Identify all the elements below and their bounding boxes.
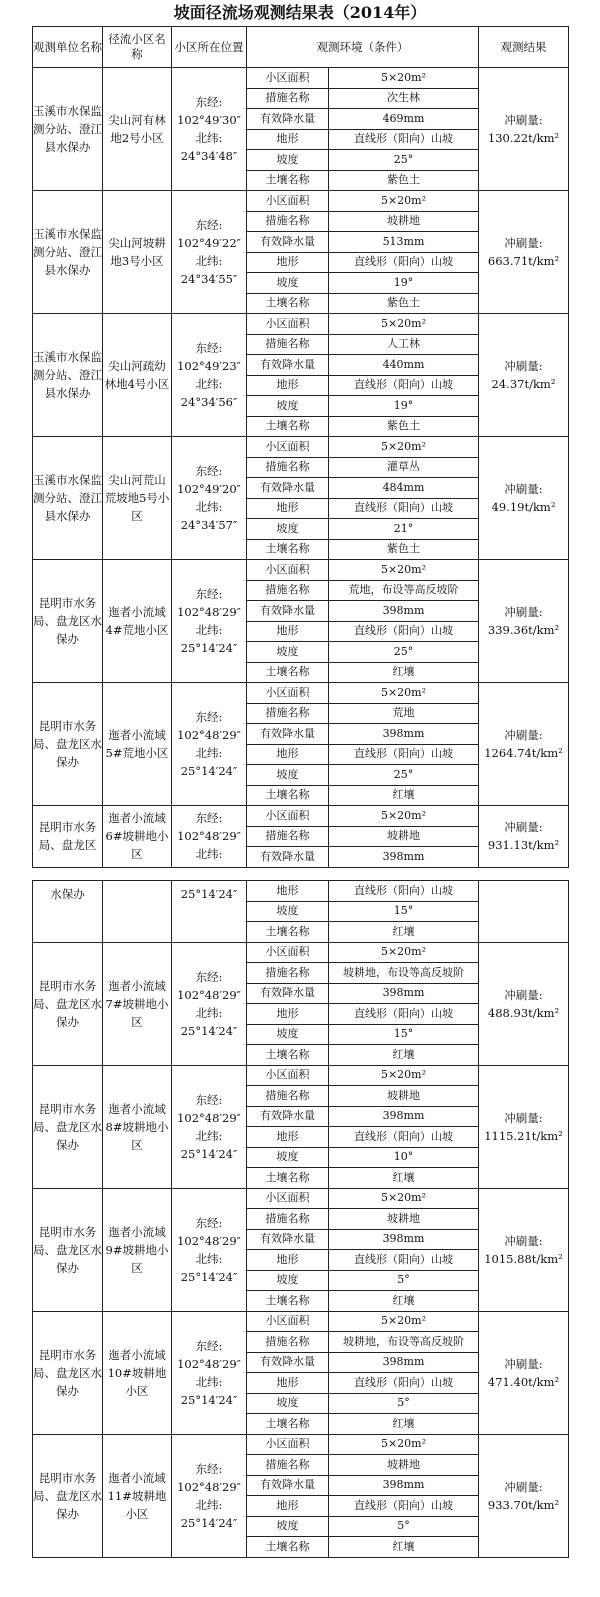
header-plot: 径流小区名称 bbox=[103, 27, 172, 68]
env-label-slope: 坡度 bbox=[247, 1393, 329, 1414]
env-value-slope: 19° bbox=[329, 396, 479, 417]
env-label-rain: 有效降水量 bbox=[247, 355, 329, 376]
env-label-area: 小区面积 bbox=[247, 1065, 329, 1086]
result-cell bbox=[479, 1188, 569, 1311]
env-label-measure: 措施名称 bbox=[247, 703, 329, 724]
table-row bbox=[33, 942, 569, 963]
env-value-measure: 次生林 bbox=[329, 88, 479, 109]
table-row bbox=[33, 1434, 569, 1455]
result-label: 冲刷量: bbox=[504, 820, 543, 835]
plot-location bbox=[172, 314, 247, 437]
env-value-measure: 荒地 bbox=[329, 703, 479, 724]
env-value-slope: 25° bbox=[329, 150, 479, 171]
env-value-slope: 15° bbox=[329, 901, 479, 922]
result-label: 冲刷量: bbox=[504, 1110, 543, 1125]
north-label: 北纬: bbox=[195, 1251, 223, 1266]
table-row bbox=[33, 437, 569, 458]
east-value: 102°48′29″ bbox=[177, 1233, 241, 1248]
env-label-measure: 措施名称 bbox=[247, 963, 329, 984]
unit-name: 昆明市水务局、盘龙区水保办 bbox=[33, 1065, 103, 1188]
table-row bbox=[33, 1311, 569, 1332]
east-label: 东经: bbox=[195, 1461, 223, 1476]
env-label-terrain: 地形 bbox=[247, 1250, 329, 1271]
env-value-terrain: 直线形（阳向）山坡 bbox=[329, 621, 479, 642]
env-value-slope: 21° bbox=[329, 519, 479, 540]
plot-location bbox=[172, 683, 247, 806]
env-value-measure: 荒地，布设等高反坡阶 bbox=[329, 580, 479, 601]
results-table-part1 bbox=[32, 26, 569, 868]
env-value-soil: 红壤 bbox=[329, 1537, 479, 1558]
env-value-rain: 440mm bbox=[329, 355, 479, 376]
result-cell bbox=[479, 1065, 569, 1188]
table-row bbox=[33, 560, 569, 581]
table-row bbox=[33, 1065, 569, 1086]
env-value-area: 5×20m² bbox=[329, 1311, 479, 1332]
north-label: 北纬: bbox=[195, 1128, 223, 1143]
header-unit: 观测单位名称 bbox=[33, 27, 103, 68]
result-cell bbox=[479, 1311, 569, 1434]
result-value: 339.36t/km² bbox=[487, 623, 560, 637]
north-value: 25°14′24″ bbox=[180, 764, 238, 778]
plot-location bbox=[172, 1065, 247, 1188]
env-label-area: 小区面积 bbox=[247, 1188, 329, 1209]
env-value-area: 5×20m² bbox=[329, 191, 479, 212]
north-value: 25°14′24″ bbox=[180, 1146, 238, 1161]
east-value: 102°49′23″ bbox=[177, 359, 241, 373]
east-label: 东经: bbox=[195, 587, 223, 601]
env-label-rain: 有效降水量 bbox=[247, 1352, 329, 1373]
result-value: 933.70t/km² bbox=[487, 1497, 560, 1512]
unit-name: 玉溪市水保监测分站、澄江县水保办 bbox=[33, 191, 103, 314]
env-label-slope: 坡度 bbox=[247, 1516, 329, 1537]
env-value-area: 5×20m² bbox=[329, 683, 479, 704]
env-value-terrain: 直线形（阳向）山坡 bbox=[329, 1127, 479, 1148]
env-label-soil: 土壤名称 bbox=[247, 1291, 329, 1312]
env-value-measure: 灌草丛 bbox=[329, 457, 479, 478]
env-label-rain: 有效降水量 bbox=[247, 1229, 329, 1250]
env-value-slope: 5° bbox=[329, 1516, 479, 1537]
result-label: 冲刷量: bbox=[504, 1233, 543, 1248]
east-value: 102°48′29″ bbox=[177, 987, 241, 1002]
env-value-slope: 25° bbox=[329, 765, 479, 786]
env-value-terrain: 直线形（阳向）山坡 bbox=[329, 375, 479, 396]
env-value-measure: 坡耕地，布设等高反坡阶 bbox=[329, 1332, 479, 1353]
result-value: 49.19t/km² bbox=[491, 500, 556, 514]
env-label-area: 小区面积 bbox=[247, 1311, 329, 1332]
env-value-terrain: 直线形（阳向）山坡 bbox=[329, 252, 479, 273]
env-value-area: 5×20m² bbox=[329, 1188, 479, 1209]
env-label-soil: 土壤名称 bbox=[247, 785, 329, 806]
plot-name: 迤者小流域11#坡耕地小区 bbox=[103, 1434, 172, 1557]
north-value: 25°14′24″ bbox=[180, 1269, 238, 1284]
unit-name: 玉溪市水保监测分站、澄江县水保办 bbox=[33, 437, 103, 560]
env-label-rain: 有效降水量 bbox=[247, 1475, 329, 1496]
table-row bbox=[33, 68, 569, 89]
env-label-slope: 坡度 bbox=[247, 1270, 329, 1291]
env-value-soil: 紫色土 bbox=[329, 416, 479, 437]
env-value-rain: 398mm bbox=[329, 847, 479, 868]
unit-name: 昆明市水务局、盘龙区水保办 bbox=[33, 1434, 103, 1557]
north-value: 25°14′24″ bbox=[180, 1023, 238, 1038]
env-value-area: 5×20m² bbox=[329, 437, 479, 458]
result-label: 冲刷量: bbox=[504, 1356, 543, 1371]
env-value-measure: 人工林 bbox=[329, 334, 479, 355]
north-value: 25°14′24″ bbox=[180, 641, 238, 655]
env-value-slope: 10° bbox=[329, 1147, 479, 1168]
env-label-soil: 土壤名称 bbox=[247, 662, 329, 683]
east-label: 东经: bbox=[195, 1215, 223, 1230]
env-value-terrain: 直线形（阳向）山坡 bbox=[329, 744, 479, 765]
env-value-slope: 5° bbox=[329, 1393, 479, 1414]
header-result: 观测结果 bbox=[479, 27, 569, 68]
plot-name: 迤者小流域8#坡耕地小区 bbox=[103, 1065, 172, 1188]
north-label: 北纬: bbox=[195, 623, 223, 637]
env-label-slope: 坡度 bbox=[247, 1147, 329, 1168]
env-label-slope: 坡度 bbox=[247, 642, 329, 663]
unit-name: 昆明市水务局、盘龙区水保办 bbox=[33, 1311, 103, 1434]
env-label-rain: 有效降水量 bbox=[247, 109, 329, 130]
result-cell bbox=[479, 68, 569, 191]
env-label-terrain: 地形 bbox=[247, 252, 329, 273]
env-label-measure: 措施名称 bbox=[247, 1455, 329, 1476]
env-label-rain: 有效降水量 bbox=[247, 847, 329, 868]
east-value: 102°48′29″ bbox=[177, 728, 241, 742]
env-label-terrain: 地形 bbox=[247, 744, 329, 765]
env-value-terrain: 直线形（阳向）山坡 bbox=[329, 1250, 479, 1271]
env-value-measure: 坡耕地，布设等高反坡阶 bbox=[329, 963, 479, 984]
unit-name: 玉溪市水保监测分站、澄江县水保办 bbox=[33, 314, 103, 437]
env-label-measure: 措施名称 bbox=[247, 88, 329, 109]
env-label-slope: 坡度 bbox=[247, 273, 329, 294]
plot-location bbox=[172, 191, 247, 314]
plot-location bbox=[172, 437, 247, 560]
env-label-slope: 坡度 bbox=[247, 901, 329, 922]
north-label: 北纬: bbox=[195, 1374, 223, 1389]
env-label-area: 小区面积 bbox=[247, 942, 329, 963]
plot-name: 迤者小流域7#坡耕地小区 bbox=[103, 942, 172, 1065]
plot-location bbox=[172, 942, 247, 1065]
result-value: 931.13t/km² bbox=[487, 838, 560, 853]
result-label: 冲刷量: bbox=[504, 605, 543, 619]
env-value-soil: 紫色土 bbox=[329, 170, 479, 191]
plot-location bbox=[172, 1434, 247, 1557]
result-cell bbox=[479, 191, 569, 314]
header-environment: 观测环境（条件） bbox=[247, 27, 479, 68]
plot-location bbox=[172, 560, 247, 683]
plot-name: 迤者小流域6#坡耕地小区 bbox=[103, 806, 172, 868]
env-value-rain: 398mm bbox=[329, 1352, 479, 1373]
east-label: 东经: bbox=[195, 811, 223, 826]
result-cell bbox=[479, 1434, 569, 1557]
result-cell bbox=[479, 437, 569, 560]
east-label: 东经: bbox=[195, 1092, 223, 1107]
env-value-terrain: 直线形（阳向）山坡 bbox=[329, 129, 479, 150]
env-value-measure: 坡耕地 bbox=[329, 826, 479, 847]
table-row bbox=[33, 314, 569, 335]
env-label-area: 小区面积 bbox=[247, 68, 329, 89]
env-label-slope: 坡度 bbox=[247, 396, 329, 417]
env-value-area: 5×20m² bbox=[329, 560, 479, 581]
env-value-area: 5×20m² bbox=[329, 1434, 479, 1455]
east-label: 东经: bbox=[195, 969, 223, 984]
env-value-rain: 513mm bbox=[329, 232, 479, 253]
north-label: 北纬: bbox=[195, 1005, 223, 1020]
table-row bbox=[33, 881, 569, 902]
table-header bbox=[33, 27, 569, 68]
env-label-terrain: 地形 bbox=[247, 129, 329, 150]
env-label-measure: 措施名称 bbox=[247, 1332, 329, 1353]
env-value-soil: 红壤 bbox=[329, 785, 479, 806]
result-cell bbox=[479, 683, 569, 806]
unit-name-cont: 水保办 bbox=[33, 881, 103, 943]
east-label: 东经: bbox=[195, 1338, 223, 1353]
env-label-rain: 有效降水量 bbox=[247, 1106, 329, 1127]
env-label-slope: 坡度 bbox=[247, 1024, 329, 1045]
env-value-terrain: 直线形（阳向）山坡 bbox=[329, 1004, 479, 1025]
plot-location bbox=[172, 1311, 247, 1434]
env-value-rain: 398mm bbox=[329, 1229, 479, 1250]
env-value-soil: 紫色土 bbox=[329, 293, 479, 314]
east-label: 东经: bbox=[195, 95, 223, 109]
east-label: 东经: bbox=[195, 710, 223, 724]
env-value-soil: 红壤 bbox=[329, 1168, 479, 1189]
east-label: 东经: bbox=[195, 341, 223, 355]
env-label-area: 小区面积 bbox=[247, 437, 329, 458]
env-label-soil: 土壤名称 bbox=[247, 1045, 329, 1066]
env-label-measure: 措施名称 bbox=[247, 334, 329, 355]
env-value-area: 5×20m² bbox=[329, 806, 479, 827]
env-label-area: 小区面积 bbox=[247, 191, 329, 212]
unit-name: 昆明市水务局、盘龙区水保办 bbox=[33, 683, 103, 806]
env-value-rain: 398mm bbox=[329, 1106, 479, 1127]
plot-location bbox=[172, 68, 247, 191]
north-value: 24°34′48″ bbox=[180, 149, 238, 163]
result-cell bbox=[479, 942, 569, 1065]
env-value-terrain: 直线形（阳向）山坡 bbox=[329, 498, 479, 519]
east-value: 102°49′22″ bbox=[177, 236, 241, 250]
plot-location bbox=[172, 806, 247, 868]
result-label: 冲刷量: bbox=[504, 113, 543, 127]
north-value-cont: 25°14′24″ bbox=[172, 881, 247, 943]
env-value-slope: 19° bbox=[329, 273, 479, 294]
unit-name: 昆明市水务局、盘龙区水保办 bbox=[33, 560, 103, 683]
table-row bbox=[33, 806, 569, 827]
env-label-measure: 措施名称 bbox=[247, 457, 329, 478]
env-value-measure: 坡耕地 bbox=[329, 1086, 479, 1107]
east-value: 102°49′30″ bbox=[177, 113, 241, 127]
env-value-terrain: 直线形（阳向）山坡 bbox=[329, 1373, 479, 1394]
env-label-soil: 土壤名称 bbox=[247, 539, 329, 560]
plot-name: 迤者小流域10#坡耕地小区 bbox=[103, 1311, 172, 1434]
north-label: 北纬: bbox=[195, 847, 223, 862]
env-label-rain: 有效降水量 bbox=[247, 232, 329, 253]
env-value-terrain: 直线形（阳向）山坡 bbox=[329, 1496, 479, 1517]
env-label-area: 小区面积 bbox=[247, 1434, 329, 1455]
env-label-slope: 坡度 bbox=[247, 150, 329, 171]
north-label: 北纬: bbox=[195, 377, 223, 391]
env-label-measure: 措施名称 bbox=[247, 826, 329, 847]
result-label: 冲刷量: bbox=[504, 359, 543, 373]
env-label-soil: 土壤名称 bbox=[247, 1414, 329, 1435]
env-value-measure: 坡耕地 bbox=[329, 1455, 479, 1476]
result-label: 冲刷量: bbox=[504, 728, 543, 742]
unit-name: 昆明市水务局、盘龙区 bbox=[33, 806, 103, 868]
env-label-area: 小区面积 bbox=[247, 314, 329, 335]
result-value: 663.71t/km² bbox=[487, 254, 560, 268]
env-label-terrain: 地形 bbox=[247, 621, 329, 642]
env-label-terrain: 地形 bbox=[247, 1004, 329, 1025]
env-label-soil: 土壤名称 bbox=[247, 293, 329, 314]
plot-name-cont bbox=[103, 881, 172, 943]
env-label-slope: 坡度 bbox=[247, 765, 329, 786]
env-value-area: 5×20m² bbox=[329, 314, 479, 335]
result-label: 冲刷量: bbox=[504, 482, 543, 496]
unit-name: 昆明市水务局、盘龙区水保办 bbox=[33, 1188, 103, 1311]
result-cell bbox=[479, 806, 569, 868]
north-value: 24°34′56″ bbox=[180, 395, 238, 409]
env-value-soil: 紫色土 bbox=[329, 539, 479, 560]
env-label-soil: 土壤名称 bbox=[247, 1537, 329, 1558]
table-row bbox=[33, 683, 569, 704]
env-label-rain: 有效降水量 bbox=[247, 724, 329, 745]
east-value: 102°48′29″ bbox=[177, 1356, 241, 1371]
env-value-area: 5×20m² bbox=[329, 1065, 479, 1086]
east-value: 102°49′20″ bbox=[177, 482, 241, 496]
env-value-rain: 484mm bbox=[329, 478, 479, 499]
plot-name: 尖山河疏幼林地4号小区 bbox=[103, 314, 172, 437]
env-label-measure: 措施名称 bbox=[247, 580, 329, 601]
env-value-terrain: 直线形（阳向）山坡 bbox=[329, 881, 479, 902]
env-value-rain: 398mm bbox=[329, 724, 479, 745]
env-label-soil: 土壤名称 bbox=[247, 416, 329, 437]
env-value-soil: 红壤 bbox=[329, 662, 479, 683]
env-value-slope: 5° bbox=[329, 1270, 479, 1291]
plot-name: 尖山河荒山荒坡地5号小区 bbox=[103, 437, 172, 560]
north-value: 25°14′24″ bbox=[180, 1515, 238, 1530]
env-label-rain: 有效降水量 bbox=[247, 601, 329, 622]
env-label-soil: 土壤名称 bbox=[247, 1168, 329, 1189]
env-label-soil: 土壤名称 bbox=[247, 170, 329, 191]
env-label-area: 小区面积 bbox=[247, 683, 329, 704]
east-label: 东经: bbox=[195, 464, 223, 478]
result-label: 冲刷量: bbox=[504, 1479, 543, 1494]
env-value-measure: 坡耕地 bbox=[329, 211, 479, 232]
result-cell bbox=[479, 560, 569, 683]
plot-location bbox=[172, 1188, 247, 1311]
env-label-terrain: 地形 bbox=[247, 375, 329, 396]
results-table-part2 bbox=[32, 880, 569, 1558]
env-label-terrain: 地形 bbox=[247, 1127, 329, 1148]
env-label-measure: 措施名称 bbox=[247, 1086, 329, 1107]
result-value: 24.37t/km² bbox=[491, 377, 556, 391]
env-label-area: 小区面积 bbox=[247, 560, 329, 581]
east-value: 102°48′29″ bbox=[177, 1479, 241, 1494]
env-label-terrain: 地形 bbox=[247, 881, 329, 902]
env-label-measure: 措施名称 bbox=[247, 211, 329, 232]
env-label-terrain: 地形 bbox=[247, 1496, 329, 1517]
result-value: 1015.88t/km² bbox=[484, 1251, 563, 1266]
result-label: 冲刷量: bbox=[504, 987, 543, 1002]
result-value: 488.93t/km² bbox=[487, 1005, 560, 1020]
env-value-measure: 坡耕地 bbox=[329, 1209, 479, 1230]
north-label: 北纬: bbox=[195, 746, 223, 760]
plot-name: 迤者小流域4#荒地小区 bbox=[103, 560, 172, 683]
result-value: 130.22t/km² bbox=[487, 131, 560, 145]
result-cell bbox=[479, 314, 569, 437]
result-label: 冲刷量: bbox=[504, 236, 543, 250]
unit-name: 昆明市水务局、盘龙区水保办 bbox=[33, 942, 103, 1065]
east-value: 102°48′29″ bbox=[177, 829, 241, 844]
plot-name: 尖山河坡耕地3号小区 bbox=[103, 191, 172, 314]
east-value: 102°48′29″ bbox=[177, 1110, 241, 1125]
table-row bbox=[33, 1188, 569, 1209]
plot-name: 迤者小流域5#荒地小区 bbox=[103, 683, 172, 806]
header-location: 小区所在位置 bbox=[172, 27, 247, 68]
north-label: 北纬: bbox=[195, 131, 223, 145]
table-row bbox=[33, 191, 569, 212]
env-value-soil: 红壤 bbox=[329, 922, 479, 943]
result-cell-cont bbox=[479, 881, 569, 943]
north-label: 北纬: bbox=[195, 254, 223, 268]
env-label-terrain: 地形 bbox=[247, 1373, 329, 1394]
unit-name: 玉溪市水保监测分站、澄江县水保办 bbox=[33, 68, 103, 191]
env-label-terrain: 地形 bbox=[247, 498, 329, 519]
env-value-soil: 红壤 bbox=[329, 1414, 479, 1435]
env-label-rain: 有效降水量 bbox=[247, 478, 329, 499]
env-label-soil: 土壤名称 bbox=[247, 922, 329, 943]
env-label-measure: 措施名称 bbox=[247, 1209, 329, 1230]
env-value-slope: 25° bbox=[329, 642, 479, 663]
env-value-area: 5×20m² bbox=[329, 68, 479, 89]
plot-name: 迤者小流域9#坡耕地小区 bbox=[103, 1188, 172, 1311]
env-value-rain: 398mm bbox=[329, 601, 479, 622]
north-label: 北纬: bbox=[195, 500, 223, 514]
env-value-soil: 红壤 bbox=[329, 1045, 479, 1066]
env-value-rain: 398mm bbox=[329, 983, 479, 1004]
result-value: 471.40t/km² bbox=[487, 1374, 560, 1389]
env-value-soil: 红壤 bbox=[329, 1291, 479, 1312]
east-label: 东经: bbox=[195, 218, 223, 232]
plot-name: 尖山河有林地2号小区 bbox=[103, 68, 172, 191]
env-label-area: 小区面积 bbox=[247, 806, 329, 827]
env-label-slope: 坡度 bbox=[247, 519, 329, 540]
env-value-area: 5×20m² bbox=[329, 942, 479, 963]
result-value: 1264.74t/km² bbox=[484, 746, 563, 760]
page-title: 坡面径流场观测结果表（2014年） bbox=[173, 3, 427, 22]
env-value-rain: 469mm bbox=[329, 109, 479, 130]
north-value: 24°34′57″ bbox=[180, 518, 238, 532]
env-value-rain: 398mm bbox=[329, 1475, 479, 1496]
north-value: 25°14′24″ bbox=[180, 1392, 238, 1407]
north-value: 24°34′55″ bbox=[180, 272, 238, 286]
result-value: 1115.21t/km² bbox=[484, 1128, 563, 1143]
env-value-slope: 15° bbox=[329, 1024, 479, 1045]
east-value: 102°48′29″ bbox=[177, 605, 241, 619]
env-label-rain: 有效降水量 bbox=[247, 983, 329, 1004]
north-label: 北纬: bbox=[195, 1497, 223, 1512]
